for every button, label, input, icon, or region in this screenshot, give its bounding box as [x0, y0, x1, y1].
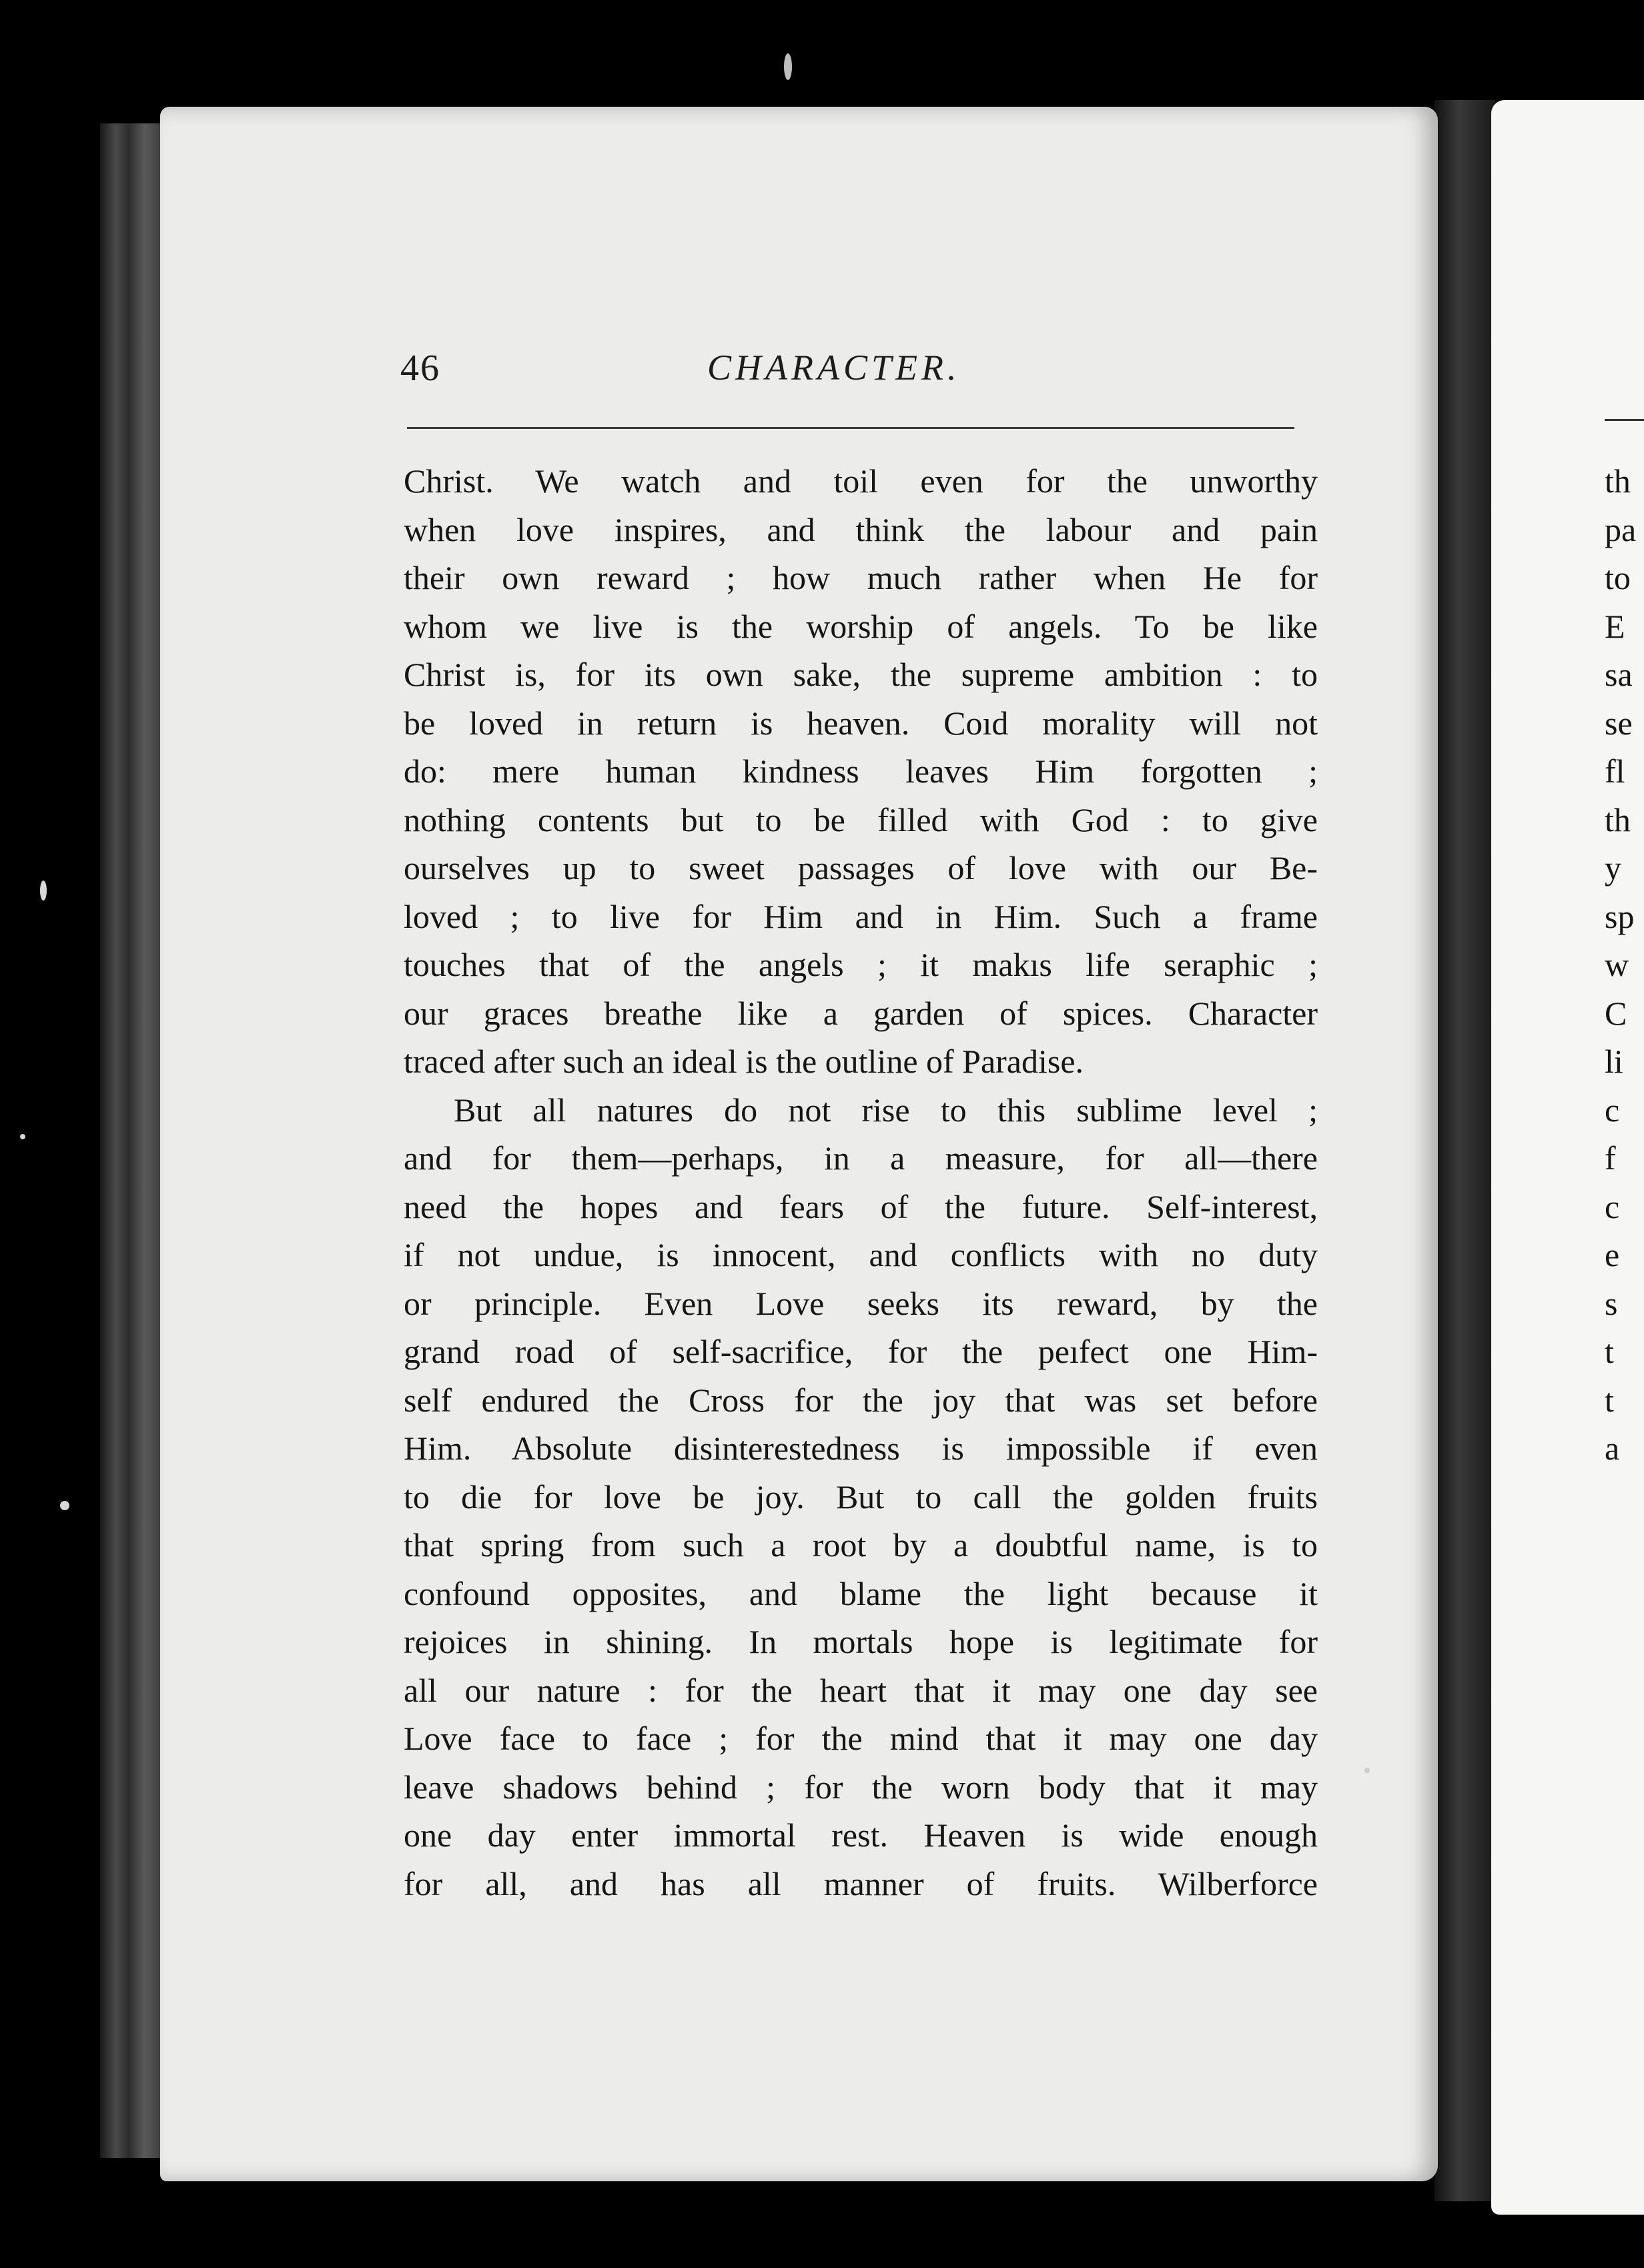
facing-page-fragment: w: [1605, 946, 1629, 983]
header-rule: [407, 427, 1294, 429]
facing-page-fragment: fl: [1605, 752, 1625, 790]
text-line: loved ; to live for Him and in Him. Such a frame: [404, 897, 1318, 935]
text-line: and for them—perhaps, in a measure, for all—there: [404, 1139, 1318, 1177]
page-title: CHARACTER.: [707, 348, 961, 388]
text-line: But all natures do not rise to this sublime level ;: [454, 1091, 1318, 1129]
facing-page-fragment: f: [1605, 1139, 1616, 1177]
text-line: whom we live is the worship of angels. To be like: [404, 607, 1318, 645]
facing-page-rule: [1605, 419, 1644, 421]
text-line: be loved in return is heaven. Coıd morality will not: [404, 704, 1318, 742]
facing-page-fragment: sp: [1605, 897, 1635, 935]
dust-speck: [20, 1134, 25, 1139]
dust-speck: [1364, 1768, 1370, 1773]
dust-speck: [40, 881, 47, 901]
page-gutter: [1434, 100, 1495, 2201]
text-line: need the hopes and fears of the future. Self-interest,: [404, 1187, 1318, 1225]
facing-page-fragment: y: [1605, 849, 1621, 887]
facing-page-fragment: E: [1605, 607, 1625, 645]
page-number: 46: [400, 348, 440, 389]
facing-page-fragment: li: [1605, 1043, 1623, 1080]
text-line: traced after such an ideal is the outline of Paradise.: [404, 1043, 1084, 1080]
text-line: our graces breathe like a garden of spices. Character: [404, 994, 1318, 1032]
text-line: grand road of self-sacrifice, for the peıfect one Him-: [404, 1333, 1318, 1370]
text-line: nothing contents but to be filled with God : to give: [404, 800, 1318, 838]
text-line: do: mere human kindness leaves Him forgotten ;: [404, 752, 1318, 790]
text-line: that spring from such a root by a doubtful name, is to: [404, 1526, 1318, 1564]
facing-page-fragment: t: [1605, 1381, 1614, 1419]
facing-page-fragment: e: [1605, 1236, 1620, 1273]
text-line: Christ. We watch and toil even for the unworthy: [404, 462, 1318, 500]
dust-speck: [60, 1501, 69, 1510]
facing-page-fragment: to: [1605, 559, 1631, 596]
text-line: ourselves up to sweet passages of love with our Be-: [404, 849, 1318, 887]
text-line: one day enter immortal rest. Heaven is wide enough: [404, 1816, 1318, 1854]
text-line: Love face to face ; for the mind that it may one day: [404, 1720, 1318, 1757]
text-line: or principle. Even Love seeks its reward, by the: [404, 1284, 1318, 1322]
facing-page-fragment: sa: [1605, 656, 1633, 693]
dust-speck: [784, 53, 792, 80]
text-line: leave shadows behind ; for the worn body that it may: [404, 1768, 1318, 1806]
text-line: their own reward ; how much rather when He for: [404, 559, 1318, 596]
facing-page-fragment: s: [1605, 1284, 1618, 1322]
facing-page-fragment: a: [1605, 1430, 1620, 1467]
body-text: [404, 457, 1318, 1908]
book-spine: [100, 123, 163, 2158]
text-line: all our nature : for the heart that it may one day see: [404, 1671, 1318, 1709]
facing-page-fragment: se: [1605, 704, 1633, 742]
text-line: for all, and has all manner of fruits. Wilberforce: [404, 1864, 1318, 1902]
facing-page-fragment: th: [1605, 800, 1631, 838]
text-line: touches that of the angels ; it makıs life seraphic ;: [404, 946, 1318, 983]
facing-page-fragment: C: [1605, 994, 1627, 1032]
facing-page-fragment: th: [1605, 462, 1631, 500]
text-line: to die for love be joy. But to call the golden fruits: [404, 1478, 1318, 1516]
text-line: Christ is, for its own sake, the supreme ambition : to: [404, 656, 1318, 693]
text-line: when love inspires, and think the labour and pain: [404, 510, 1318, 548]
facing-page-fragment: c: [1605, 1091, 1620, 1129]
text-line: confound opposites, and blame the light because it: [404, 1574, 1318, 1612]
text-line: self endured the Cross for the joy that was set before: [404, 1381, 1318, 1419]
facing-page-fragment: t: [1605, 1333, 1614, 1370]
facing-page-text: [1605, 457, 1636, 1473]
facing-page-fragment: pa: [1605, 510, 1637, 548]
text-line: Him. Absolute disinterestedness is impossible if even: [404, 1430, 1318, 1467]
text-line: if not undue, is innocent, and conflicts with no duty: [404, 1236, 1318, 1273]
facing-page-fragment: c: [1605, 1187, 1620, 1225]
running-head: [400, 347, 1321, 407]
text-line: rejoices in shining. In mortals hope is legitimate for: [404, 1623, 1318, 1660]
